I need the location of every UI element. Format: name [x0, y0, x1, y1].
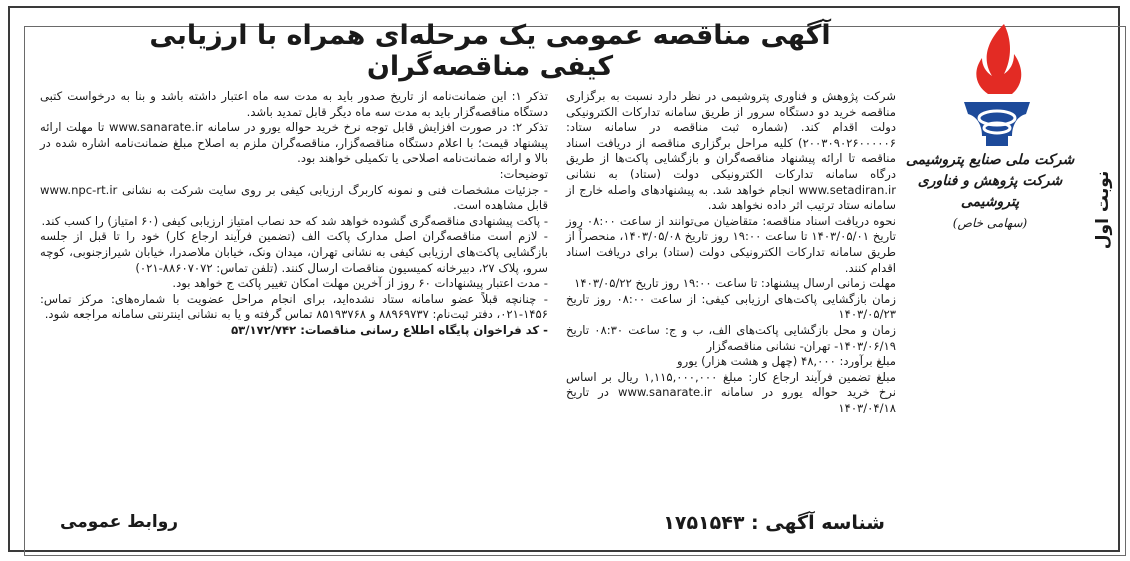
side-tab-label: نوبت اول: [1093, 170, 1114, 250]
paragraph: مبلغ برآورد: ۴۸,۰۰۰ (چهل و هشت هزار) یورو: [677, 354, 896, 369]
paragraph: زمان و محل بازگشایی پاکت‌های الف، ب و ج: ساعت ۰۸:۳۰ تاریخ ۱۴۰۳/۰۶/۱۹- تهران- نشانی مناقصه‌گزار: [566, 322, 896, 353]
logo-line-1: شرکت ملی صنایع پتروشیمی: [905, 152, 1075, 168]
side-tab: [1088, 150, 1118, 270]
right-column: [566, 89, 896, 416]
paragraph: زمان بازگشایی پاکت‌های ارزیابی کیفی: از ساعت ۰۸:۰۰ روز تاریخ ۱۴۰۳/۰۵/۲۳: [566, 291, 896, 322]
paragraph: شرکت پژوهش و فناوری پتروشیمی در نظر دارد نسبت به برگزاری مناقصه خرید دو دستگاه سرور از طریق سامانه تدارکات الکترونیکی دولت اقدام کند. (شماره ثبت مناقصه در سامانه ستاد: ۲۰۰۳۰۹۰۲۶۰۰۰۰۰۶) کلیه مراحل برگزاری مناقصه از دریافت اسناد مناقصه تا ارائه پیشنهاد مناقصه‌گران و بازگشایی پاکت‌ها از طریق درگاه سامانه تدارکات الکترونیکی دولت (ستاد) به نشانی www.setadiran.ir انجام خواهد شد. به پیشنهادهای واصله خارج از سامانه ستاد ترتیب اثر داده نخواهد شد.: [566, 89, 896, 213]
logo-caption: [905, 150, 1075, 233]
paragraph: - جزئیات مشخصات فنی و نمونه کاربرگ ارزیابی کیفی بر روی سایت شرکت به نشانی www.npc-rt.ir قابل مشاهده است.: [40, 182, 548, 213]
paragraph: - چنانچه قبلاً عضو سامانه ستاد نشده‌اید، برای انجام مراحل عضویت با شماره‌های: مرکز تماس: ۱۴۵۶-۰۲۱، دفتر ثبت‌نام: ۸۸۹۶۹۷۳۷ و ۸۵۱۹۳۷۶۸ تماس گرفته و یا به نشانی اینترنتی سامانه مراجعه شود.: [40, 291, 548, 322]
paragraph: - کد فراخوان پایگاه اطلاع رسانی مناقصات: ۵۳/۱۷۲/۷۴۲: [231, 322, 548, 337]
ad-id: شناسه آگهی : ۱۷۵۱۵۴۳: [663, 512, 885, 534]
paragraph: - مدت اعتبار پیشنهادات ۶۰ روز از آخرین مهلت امکان تغییر پاکت ج خواهد بود.: [172, 276, 548, 291]
logo-line-3: (سهامی خاص): [952, 216, 1028, 230]
paragraph: توضیحات:: [499, 166, 548, 181]
paragraph: نحوه دریافت اسناد مناقصه: متقاضیان می‌توانند از ساعت ۰۸:۰۰ روز تاریخ ۱۴۰۳/۰۵/۰۱ تا ساعت ۱۹:۰۰ روز تاریخ ۱۴۰۳/۰۵/۰۸، منحصراً از طریق سامانه تدارکات الکترونیکی دولت (ستاد) برای دریافت اسناد اقدام کنند.: [566, 213, 897, 275]
public-relations: روابط عمومی: [60, 512, 179, 532]
torch-body: [964, 102, 1030, 136]
paragraph: مهلت زمانی ارسال پیشنهاد: تا ساعت ۱۹:۰۰ روز تاریخ ۱۴۰۳/۰۵/۲۲: [574, 276, 896, 291]
paragraph: - پاکت پیشنهادی مناقصه‌گری گشوده خواهد شد که حد نصاب امتیاز ارزیابی کیفی (۶۰ امتیاز) را کسب کند.: [41, 213, 548, 228]
ad-title: آگهی مناقصه عمومی یک مرحله‌ای همراه با ارزیابی کیفی مناقصه‌گران: [149, 20, 831, 82]
paragraph: - لازم است مناقصه‌گران اصل مدارک پاکت الف (تضمین فرآیند ارجاع کار) خود را تا قبل از جلسه بازگشایی پاکت‌های ارزیابی کیفی به نشانی تهران، میدان ونک، خیابان ملاصدرا، خیابان شیرازجنوبی، کوچه سرو، پلاک ۲۷، دبیرخانه کمیسیون مناقصات ارسال کنند. (تلفن تماس: ۸۸۶۰۷۰۷۲-۰۲۱): [40, 229, 548, 275]
left-column: [40, 89, 548, 339]
paragraph: تذکر ۱: این ضمانت‌نامه از تاریخ صدور باید به مدت سه ماه اعتبار داشته باشد و بنا به درخواست کتبی دستگاه مناقصه‌گزار باید به مدت سه ماه دیگر قابل تمدید باشد.: [40, 89, 548, 119]
logo-line-2: شرکت پژوهش و فناوری پتروشیمی: [917, 173, 1063, 210]
paragraph: مبلغ تضمین فرآیند ارجاع کار: مبلغ ۱,۱۱۵,۰۰۰,۰۰۰ ریال بر اساس نرخ خرید حواله یورو در سامانه www.sanarate.ir در تاریخ ۱۴۰۳/۰۴/۱۸: [566, 369, 896, 415]
paragraph: تذکر ۲: در صورت افزایش قابل توجه نرخ خرید حواله یورو در سامانه www.sanarate.ir تا مهلت ارائه پیشنهاد قیمت؛ با اعلام دستگاه مناقصه‌گزار، مناقصه‌گران ملزم به اصلاح مبلغ ضمانت‌نامه اشاره شده در بالا و ارائه ضمانت‌نامه اصلاحی یا تکمیلی خواهند بود.: [40, 120, 548, 166]
flame-shape: [976, 24, 1021, 94]
